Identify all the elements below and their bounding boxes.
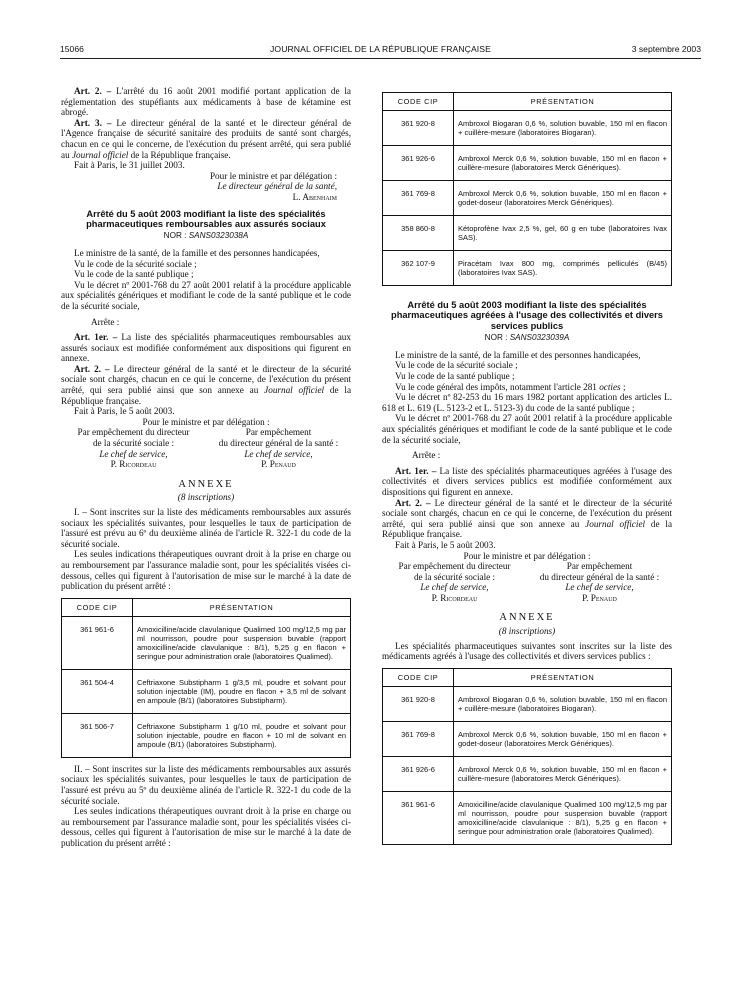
decree-1-signatures: Par empêchement du directeur de la sécurité sociale : Le chef de service, P. Ricordeau Par empêchement du directeur général de la santé : Le chef de service, P. Penaud xyxy=(77,427,339,470)
annexe-paragraph: Les spécialités pharmaceutiques suivantes sont inscrites sur la liste des médicaments agréés à l'usage des collectivités et divers services publics : xyxy=(382,640,672,662)
decree-2-intro: Le ministre de la santé, de la famille et des personnes handicapées, xyxy=(395,349,641,360)
table-row: 361 920-8 Ambroxol Biogaran 0,6 %, solution buvable, 150 ml en flacon + cuillère-mesure (laboratoires Biogaran). xyxy=(383,111,672,146)
decree-2-signatures: Par empêchement du directeur de la sécurité sociale : Le chef de service, P. Ricordeau Par empêchement du directeur général de la santé : Le chef de service, P. Penaud xyxy=(398,561,660,603)
issue-date: 3 septembre 2003 xyxy=(631,44,701,54)
header-rule xyxy=(60,58,701,59)
vu-line: Vu le décret nº 2001-768 du 27 août 2001 relatif à la procédure applicable aux spécialités génériques et modifiant le code de la santé publique et le code de la sécurité sociale, xyxy=(61,279,351,311)
column-header-presentation: PRÉSENTATION xyxy=(454,668,672,686)
article-2-previous: Art. 2. – L'arrêté du 16 août 2001 modifié portant application de la réglementation des stupéfiants aux médicaments à base de kétamine est abrogé. xyxy=(61,86,352,118)
decree-1-delegation: Pour le ministre et par délégation : xyxy=(142,416,270,427)
table-annexe-1 xyxy=(61,598,351,758)
decree-1-intro: Le ministre de la santé, de la famille et des personnes handicapées, xyxy=(74,247,320,258)
decree-2-nor: NOR : SANS0323039A xyxy=(484,333,570,343)
left-column xyxy=(61,86,351,849)
journal-title: JOURNAL OFFICIEL DE LA RÉPUBLIQUE FRANÇAISE xyxy=(270,44,491,54)
column-header-presentation: PRÉSENTATION xyxy=(454,93,672,111)
annexe-heading: ANNEXE xyxy=(499,612,555,624)
vu-line: Vu le décret nº 82-253 du 16 mars 1982 portant application des articles L. 618 et L. 619 (L. 5123-2 et L. 5123-3) du code de la santé publique ; xyxy=(382,392,672,413)
table-row: 361 504-4 Ceftriaxone Substipharm 1 g/3,5 ml, poudre et solvant pour solution injectable (IM), poudre en flacon + 3,5 ml de solvant en ampoule (B/1) (laboratoires Substipharm). xyxy=(62,669,351,713)
decree-1-nor: NOR : SANS0323038A xyxy=(163,231,249,241)
table-row: 358 860-8 Kétoprofène Ivax 2,5 %, gel, 60 g en tube (laboratoires Ivax SAS). xyxy=(383,216,672,251)
table-row: 361 506-7 Ceftriaxone Substipharm 1 g/10 ml, poudre et solvant pour solution injectable, poudre en flacon + 10 ml de solvant en ampoule (B/1) (laboratoires Substipharm). xyxy=(62,713,351,757)
table-annexe-2 xyxy=(382,668,672,845)
arrete-label: Arrête : xyxy=(91,316,120,327)
page-header xyxy=(60,44,701,58)
article-3-previous: Art. 3. – Le directeur général de la santé et le directeur général de l'Agence française de sécurité sanitaire des produits de santé sont chargés, chacun en ce qui le concerne, de l'exécution du présent arrêté, qui sera publié au Journal officiel de la République française. xyxy=(61,117,352,160)
column-header-code: CODE CIP xyxy=(62,598,133,616)
annexe-subheading: (8 inscriptions) xyxy=(177,492,235,503)
table-row: 361 926-6 Ambroxol Merck 0,6 %, solution buvable, 150 ml en flacon + cuillère-mesure (laboratoires Merck Génériques). xyxy=(383,146,672,181)
vu-line: Vu le code de la sécurité sociale ; xyxy=(74,258,197,269)
vu-line: Vu le code de la santé publique ; xyxy=(74,269,194,280)
decree-2-title: Arrêté du 5 août 2003 modifiant la liste des spécialités pharmaceutiques agréées à l'usage des collectivités et divers services publics xyxy=(391,300,663,331)
column-header-presentation: PRÉSENTATION xyxy=(133,598,351,616)
column-header-code: CODE CIP xyxy=(383,93,454,111)
table-row: 361 926-6 Ambroxol Merck 0,6 %, solution buvable, 150 ml en flacon + cuillère-mesure (laboratoires Merck Génériques). xyxy=(383,756,672,791)
table-row: 361 769-8 Ambroxol Merck 0,6 %, solution buvable, 150 ml en flacon + godet-doseur (laboratoires Merck Génériques). xyxy=(383,181,672,216)
annexe-paragraph: I. – Sont inscrites sur la liste des médicaments remboursables aux assurés sociaux les spécialités suivantes, pour lesquelles le taux de participation de l'assuré est prévu au 6º du deuxième alinéa de l'article R. 322-1 du code de la sécurité sociale. xyxy=(61,507,351,549)
annexe-subheading: (8 inscriptions) xyxy=(498,626,556,637)
signature-block: Pour le ministre et par délégation : Le directeur général de la santé, L. Abenhaim xyxy=(61,171,337,203)
table-row: 361 961-6 Amoxicilline/acide clavulanique Qualimed 100 mg/12,5 mg par ml nourrisson, poudre pour suspension buvable (rapport amoxicilline/acide clavulanique : 8/1), 5,25 g en flacon + seringue pour administration orale (laboratoires Qualimed). xyxy=(62,616,351,669)
vu-line: Vu le décret nº 2001-768 du 27 août 2001 relatif à la procédure applicable aux spécialités génériques et modifiant le code de la santé publique et le code de la sécurité sociale, xyxy=(382,413,672,445)
table-row: 361 961-6 Amoxicilline/acide clavulanique Qualimed 100 mg/12,5 mg par ml nourrisson, poudre pour suspension buvable (rapport amoxicilline/acide clavulanique : 8/1), 5,25 g en flacon + seringue pour administration orale (laboratoires Qualimed). xyxy=(383,791,672,844)
vu-line: Vu le code de la sécurité sociale ; xyxy=(395,360,518,371)
decree-2-delegation: Pour le ministre et par délégation : xyxy=(463,550,591,561)
table-annexe-1-continued xyxy=(382,92,672,286)
decree-1-title: Arrêté du 5 août 2003 modifiant la liste des spécialités pharmaceutiques remboursables aux assurés sociaux xyxy=(86,208,326,229)
annexe-heading: ANNEXE xyxy=(178,478,234,490)
table-row: 361 920-8 Ambroxol Biogaran 0,6 %, solution buvable, 150 ml en flacon + cuillère-mesure (laboratoires Biogaran). xyxy=(383,686,672,721)
annexe-paragraph: II. – Sont inscrites sur la liste des médicaments remboursables aux assurés sociaux les spécialités suivantes, pour lesquelles le taux de participation de l'assuré est prévu au 5º du deuxième alinéa de l'article R. 322-1 du code de la sécurité sociale. xyxy=(61,763,351,806)
vu-line: Vu le code général des impôts, notamment l'article 281 octies ; xyxy=(395,381,626,392)
decree-1-article-1: Art. 1er. – La liste des spécialités pharmaceutiques remboursables aux assurés sociaux est modifiée conformément aux dispositions qui figurent en annexe. xyxy=(61,332,351,364)
annexe-paragraph: Les seules indications thérapeutiques ouvrant droit à la prise en charge ou au remboursement par l'assurance maladie sont, pour les spécialités visées ci-dessous, celles qui figurent à l'autorisation de mise sur le marché à la date de publication du présent arrêté : xyxy=(61,806,351,848)
decree-2-done-at: Fait à Paris, le 5 août 2003. xyxy=(395,539,496,550)
done-at: Fait à Paris, le 31 juillet 2003. xyxy=(74,160,185,171)
column-header-code: CODE CIP xyxy=(383,668,454,686)
decree-1-done-at: Fait à Paris, le 5 août 2003. xyxy=(74,406,175,417)
signatory-name: L. Abenhaim xyxy=(292,191,337,202)
arrete-label: Arrête : xyxy=(412,450,441,461)
vu-line: Vu le code de la santé publique ; xyxy=(395,371,515,381)
table-row: 361 769-8 Ambroxol Merck 0,6 %, solution buvable, 150 ml en flacon + godet-doseur (laboratoires Merck Génériques). xyxy=(383,721,672,756)
decree-2-article-2: Art. 2. – Le directeur général de la santé et le directeur de la sécurité sociale sont chargés, chacun en ce qui le concerne, de l'exécution du présent arrêté, qui sera publié ainsi que son annexe au Journal officiel de la République française. xyxy=(382,497,673,540)
page-number: 15066 xyxy=(60,44,84,54)
decree-2-article-1: Art. 1er. – La liste des spécialités pharmaceutiques agréées à l'usage des collectivités et divers services publics est modifiée conformément aux dispositions qui figurent en annexe. xyxy=(382,465,672,497)
right-column xyxy=(382,92,672,851)
decree-1-article-2: Art. 2. – Le directeur général de la santé et le directeur de la sécurité sociale sont chargés, chacun en ce qui le concerne, de l'exécution du présent arrêté, qui sera publié ainsi que son annexe au Journal officiel de la République française. xyxy=(61,363,352,406)
annexe-paragraph: Les seules indications thérapeutiques ouvrant droit à la prise en charge ou au remboursement par l'assurance maladie sont, pour les spécialités visées ci-dessous, celles qui figurent à l'autorisation de mise sur le marché à la date de publication du présent arrêté : xyxy=(61,549,351,592)
table-row: 362 107-9 Piracétam Ivax 800 mg, comprimés pelliculés (B/45) (laboratoires Ivax SAS). xyxy=(383,251,672,286)
